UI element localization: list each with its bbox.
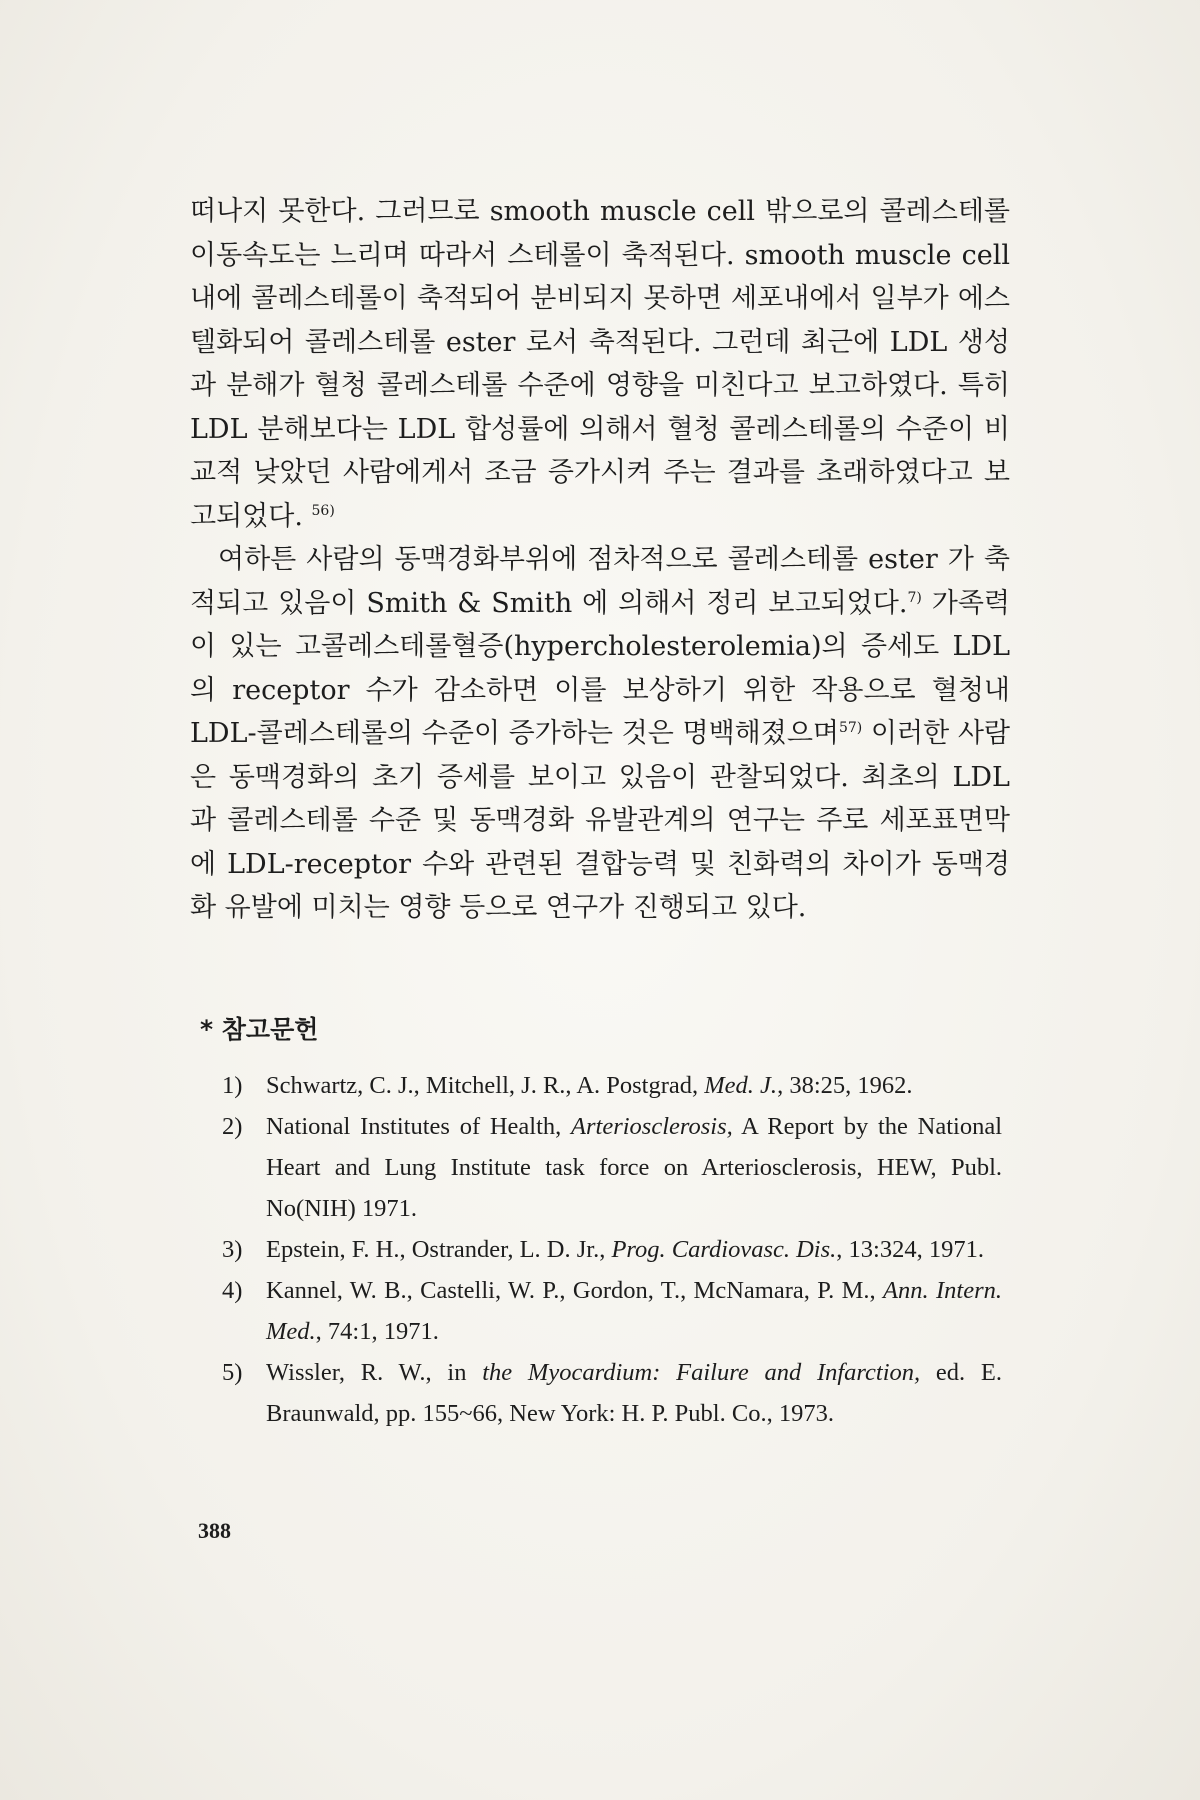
reference-journal: Med. J. (704, 1072, 778, 1099)
reference-details: , 38:25, 1962. (777, 1072, 913, 1099)
reference-number: 1) (222, 1072, 243, 1099)
reference-item (222, 1352, 1002, 1434)
citation-57: 57) (838, 720, 863, 736)
reference-details: , 74:1, 1971. (315, 1318, 439, 1345)
paragraph-1-text: 떠나지 못한다. 그러므로 smooth muscle cell 밖으로의 콜레스테롤 이동속도는 느리며 따라서 스테롤이 축적된다. smooth muscle cell 내에 콜레스테롤이 축적되어 분비되지 못하면 세포내에서 일부가 에스텔화되어 콜레스테롤 ester 로서 축적된다. 그런데 최근에 LDL 생성과 분해가 혈청 콜레스테롤 수준에 영향을 미친다고 보고하였다. 특히 LDL 분해보다는 LDL 합성률에 의해서 혈청 콜레스테롤의 수준이 비교적 낮았던 사람에게서 조금 증가시켜 주는 결과를 초래하였다고 보고되었다. (190, 196, 1010, 532)
reference-number: 5) (222, 1359, 243, 1386)
reference-item (222, 1065, 1002, 1106)
reference-number: 4) (222, 1277, 243, 1304)
body-text (190, 190, 1010, 930)
citation-56: 56) (311, 502, 335, 519)
reference-details: ed. E. Braunwald, pp. 155~66, New York: H. P. Publ. Co., 1973. (266, 1359, 1003, 1427)
reference-text (266, 1352, 1002, 1434)
reference-number: 3) (222, 1236, 243, 1263)
paragraph-2-text-c: 이러한 사람은 동맥경화의 초기 증세를 보이고 있음이 관찰되었다. 최초의 LDL 과 콜레스테롤 수준 및 동맥경화 유발관계의 연구는 주로 세포표면막에 LDL-receptor 수와 관련된 결합능력 및 친화력의 차이가 동맥경화 유발에 미치는 영향 등으로 연구가 진행되고 있다. (190, 718, 1010, 923)
citation-7: 7) (907, 589, 922, 606)
paragraph-2-text-b: 가족력이 있는 고콜레스테롤혈증(hypercholesterolemia)의 증세도 LDL 의 receptor 수가 감소하면 이를 보상하기 위한 작용으로 혈청내 LDL-콜레스테롤의 수준이 증가하는 것은 명백해졌으며 (190, 587, 1010, 749)
references-list (222, 1065, 1002, 1434)
reference-authors: Kannel, W. B., Castelli, W. P., Gordon, T., McNamara, P. M., (266, 1277, 884, 1304)
reference-text (266, 1106, 1002, 1229)
reference-journal: Ann. Intern. Med. (266, 1277, 1002, 1345)
reference-number: 2) (222, 1113, 243, 1140)
reference-text (266, 1270, 1002, 1352)
reference-authors: Wissler, R. W., in (266, 1359, 483, 1386)
paragraph-1 (190, 190, 1010, 538)
reference-text (266, 1229, 1002, 1270)
reference-item (222, 1270, 1002, 1352)
page-number: 388 (198, 1518, 231, 1543)
paragraph-2 (190, 538, 1010, 930)
reference-text (266, 1065, 1002, 1106)
references-heading: * 참고문헌 (200, 1015, 319, 1044)
reference-journal: Arteriosclerosis, (571, 1113, 733, 1140)
reference-item (222, 1229, 1002, 1270)
reference-details: , 13:324, 1971. (836, 1236, 984, 1263)
reference-authors: Epstein, F. H., Ostrander, L. D. Jr., (266, 1236, 612, 1263)
paragraph-2-text-a: 여하튼 사람의 동맥경화부위에 점차적으로 콜레스테롤 ester 가 축적되고 있음이 Smith & Smith 에 의해서 정리 보고되었다. (190, 544, 1010, 619)
reference-journal: Prog. Cardiovasc. Dis. (611, 1236, 837, 1263)
reference-item (222, 1106, 1002, 1229)
reference-journal: the Myocardium: Failure and Infarction, (482, 1359, 921, 1386)
reference-authors: National Institutes of Health, (266, 1113, 572, 1140)
reference-details: A Report by the National Heart and Lung Institute task force on Arteriosclerosis, HEW, Publ. No(NIH) 1971. (266, 1113, 1002, 1222)
reference-authors: Schwartz, C. J., Mitchell, J. R., A. Postgrad, (266, 1072, 705, 1099)
